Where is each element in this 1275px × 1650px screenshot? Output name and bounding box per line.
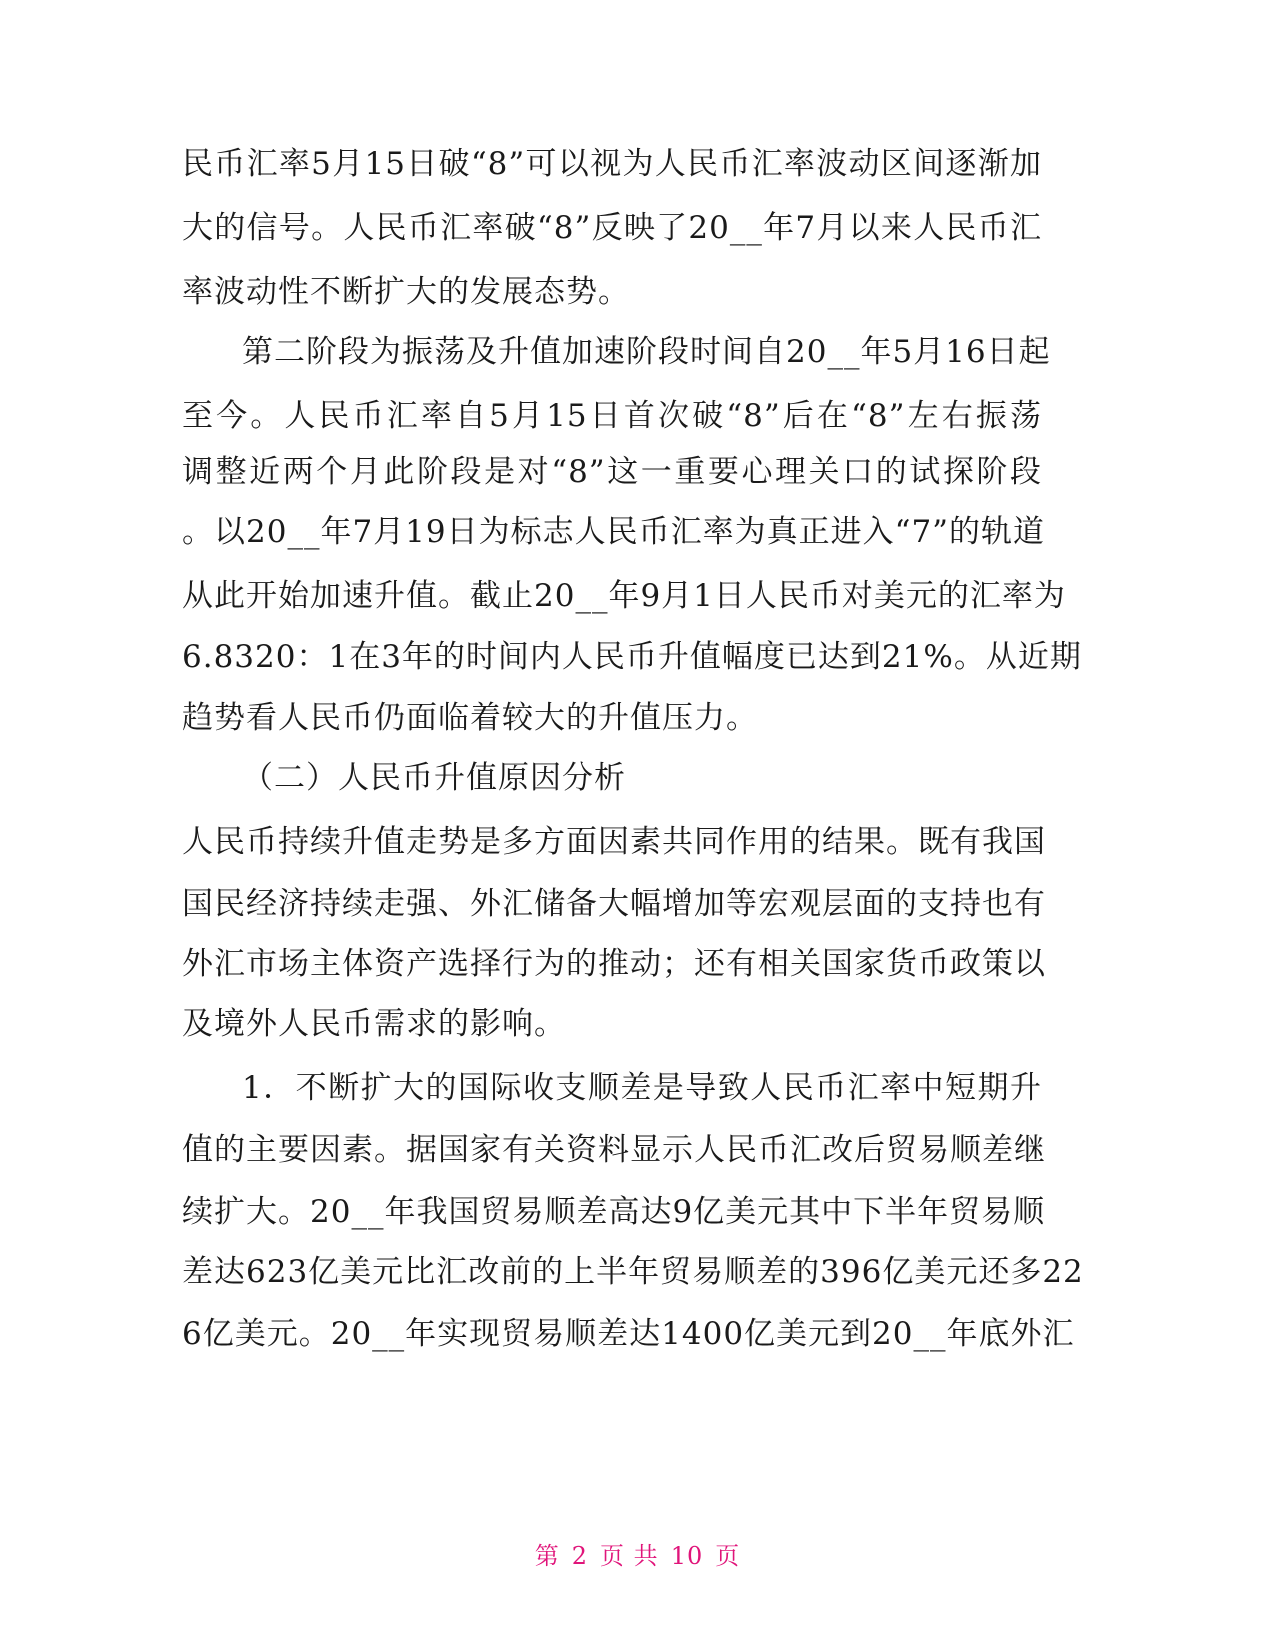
text-line: 。以20__年7月19日为标志人民币汇率为真正进入“7”的轨道: [182, 514, 1046, 550]
text-line: 值的主要因素。据国家有关资料显示人民币汇改后贸易顺差继: [182, 1132, 1046, 1168]
text-line: 第二阶段为振荡及升值加速阶段时间自20__年5月16日起: [242, 334, 1051, 370]
text-line: 及境外人民币需求的影响。: [182, 1006, 566, 1042]
footer-total-pages: 10: [670, 1542, 704, 1570]
footer-middle: 页 共: [600, 1542, 659, 1570]
text-line: 国民经济持续走强、外汇储备大幅增加等宏观层面的支持也有: [182, 886, 1046, 922]
text-line: 1．不断扩大的国际收支顺差是导致人民币汇率中短期升: [242, 1070, 1042, 1106]
page-footer: [0, 1536, 1275, 1576]
text-line: 续扩大。20__年我国贸易顺差高达9亿美元其中下半年贸易顺: [182, 1194, 1046, 1230]
text-line: 至今。人民币汇率自5月15日首次破“8”后在“8”左右振荡: [182, 398, 1042, 434]
text-line: 大的信号。人民币汇率破“8”反映了20__年7月以来人民币汇: [182, 210, 1042, 246]
footer-prefix: 第: [534, 1542, 560, 1570]
section-heading: （二）人民币升值原因分析: [242, 760, 626, 796]
text-line: 民币汇率5月15日破“8”可以视为人民币汇率波动区间逐渐加: [182, 146, 1042, 182]
text-line: 人民币持续升值走势是多方面因素共同作用的结果。既有我国: [182, 824, 1046, 860]
text-line: 差达623亿美元比汇改前的上半年贸易顺差的396亿美元还多22: [182, 1254, 1084, 1290]
text-line: 外汇市场主体资产选择行为的推动；还有相关国家货币政策以: [182, 946, 1046, 982]
text-line: 调整近两个月此阶段是对“8”这一重要心理关口的试探阶段: [182, 454, 1042, 490]
text-line: 从此开始加速升值。截止20__年9月1日人民币对美元的汇率为: [182, 578, 1066, 614]
text-line: 趋势看人民币仍面临着较大的升值压力。: [182, 700, 758, 736]
footer-suffix: 页: [715, 1542, 741, 1570]
text-line: 6.8320：1在3年的时间内人民币升值幅度已达到21%。从近期: [182, 639, 1082, 675]
text-line: 6亿美元。20__年实现贸易顺差达1400亿美元到20__年底外汇: [182, 1316, 1075, 1352]
text-line: 率波动性不断扩大的发展态势。: [182, 274, 630, 310]
footer-current-page: 2: [571, 1542, 589, 1570]
